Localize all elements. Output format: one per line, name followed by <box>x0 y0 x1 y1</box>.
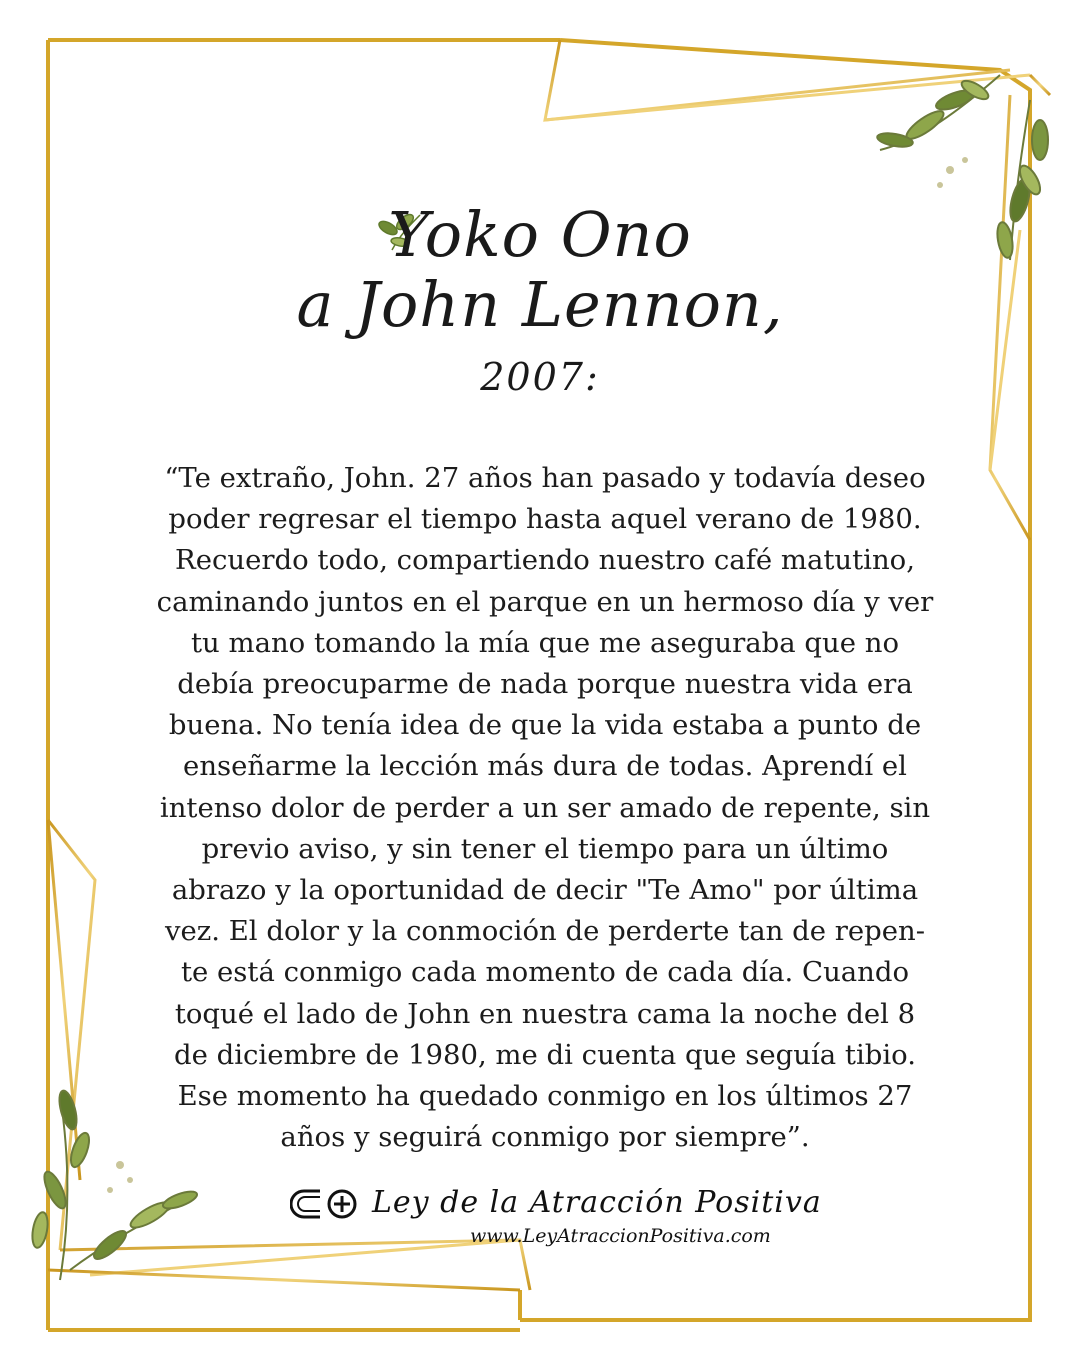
letter-line: años y seguirá conmigo por siempre”. <box>280 1121 810 1154</box>
year-label: 2007: <box>480 355 600 399</box>
letter-line: previo aviso, y sin tener el tiempo para un último <box>201 832 889 865</box>
letter-line: toqué el lado de John en nuestra cama la noche del 8 <box>174 997 916 1030</box>
brand-url: www.LeyAtraccionPositiva.com <box>470 1225 771 1247</box>
letter-line: poder regresar el tiempo hasta aquel verano de 1980. <box>168 503 922 536</box>
letter-line: intenso dolor de perder a un ser amado de repente, sin <box>159 791 931 824</box>
brand-magnet-plus-icon <box>290 1187 360 1221</box>
letter-body <box>150 458 940 1158</box>
letter-line: “Te extraño, John. 27 años han pasado y todavía deseo <box>164 462 926 494</box>
letter-line: debía preocuparme de nada porque nuestra vida era <box>177 668 913 701</box>
letter-line: Ese momento ha quedado conmigo en los últimos 27 <box>177 1080 913 1113</box>
letter-line: tu mano tomando la mía que me aseguraba que no <box>190 626 900 659</box>
letter-line: enseñarme la lección más dura de todas. Aprendí el <box>183 750 907 783</box>
title-line-1: Yoko Ono <box>388 198 692 271</box>
letter-line: de diciembre de 1980, me di cuenta que seguía tibio. <box>174 1038 916 1071</box>
letter-line: te está conmigo cada momento de cada día. Cuando <box>180 956 910 989</box>
letter-line: caminando juntos en el parque en un hermoso día y ver <box>156 585 934 618</box>
letter-line: abrazo y la oportunidad de decir "Te Amo" por última <box>171 874 919 907</box>
brand-name: Ley de la Atracción Positiva <box>372 1185 822 1220</box>
letter-line: Recuerdo todo, compartiendo nuestro café matutino, <box>175 544 915 577</box>
letter-line: buena. No tenía idea de que la vida estaba a punto de <box>168 709 922 742</box>
letter-line: vez. El dolor y la conmoción de perderte tan de repen- <box>164 915 926 948</box>
title-line-2: a John Lennon, <box>296 268 784 341</box>
